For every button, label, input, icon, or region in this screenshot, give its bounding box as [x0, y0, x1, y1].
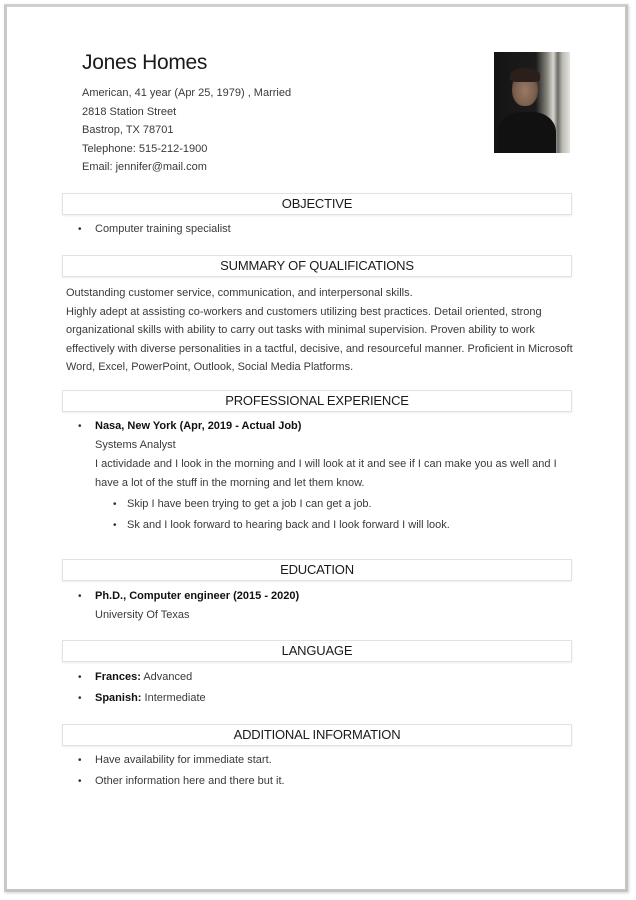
- section-title-language: LANGUAGE: [62, 640, 572, 662]
- job-point: • Sk and I look forward to hearing back and I look forward I will look.: [113, 516, 558, 535]
- summary-line-2: Highly adept at assisting co-workers and customers utilizing best practices. Detail oriented, strong organizational skills with ability to carry out tasks with minimal supervision. Proven ability to work effectively with diverse personalities in a tactful, decisive, and resourceful manner. Proficient in Microsoft Word, Excel, PowerPoint, Outlook, Social Media Platforms.: [66, 305, 573, 373]
- language-name: Spanish:: [95, 692, 142, 704]
- summary-text: [66, 284, 576, 377]
- section-title-education: EDUCATION: [62, 559, 572, 581]
- language-item: [78, 668, 206, 687]
- job-item: [78, 417, 558, 535]
- objective-list: [78, 220, 231, 239]
- section-title-summary: SUMMARY OF QUALIFICATIONS: [62, 255, 572, 277]
- photo-body: [498, 112, 556, 153]
- job-description: I actividade and I look in the morning and I will look at it and see if I can make you as well and I have a lot of the stuff in the morning and let them know.: [95, 458, 557, 489]
- additional-item: • Have availability for immediate start.: [78, 751, 285, 770]
- section-title-objective: OBJECTIVE: [62, 193, 572, 215]
- language-level: Advanced: [143, 671, 193, 683]
- language-level: Intermediate: [144, 692, 206, 704]
- address-city: Bastrop, TX 78701: [82, 124, 174, 136]
- section-title-experience: PROFESSIONAL EXPERIENCE: [62, 390, 572, 412]
- language-item: [78, 689, 206, 708]
- job-points: [95, 495, 558, 535]
- language-list: [78, 668, 206, 708]
- education-school: University Of Texas: [95, 609, 190, 621]
- candidate-name: Jones Homes: [82, 51, 208, 74]
- additional-item: • Other information here and there but it.: [78, 772, 285, 791]
- job-point: • Skip I have been trying to get a job I can get a job.: [113, 495, 558, 514]
- section-title-additional: ADDITIONAL INFORMATION: [62, 724, 572, 746]
- summary-line-1: Outstanding customer service, communication, and interpersonal skills.: [66, 287, 413, 299]
- resume-header: [82, 50, 482, 177]
- education-item: [78, 587, 299, 625]
- profile-photo: [494, 52, 570, 153]
- objective-item: • Computer training specialist: [78, 220, 231, 239]
- experience-list: [78, 417, 558, 535]
- personal-info: American, 41 year (Apr 25, 1979) , Married: [82, 87, 292, 99]
- telephone: Telephone: 515-212-1900: [82, 142, 208, 155]
- photo-hair: [510, 68, 540, 82]
- address-street: 2818 Station Street: [82, 105, 177, 118]
- email: Email: jennifer@mail.com: [82, 161, 207, 173]
- job-heading: • Nasa, New York (Apr, 2019 - Actual Job): [95, 420, 302, 432]
- job-role: Systems Analyst: [95, 439, 176, 451]
- education-degree: • Ph.D., Computer engineer (2015 - 2020): [95, 590, 300, 602]
- language-name: Frances:: [95, 671, 141, 683]
- additional-list: [78, 751, 285, 791]
- education-list: [78, 587, 299, 625]
